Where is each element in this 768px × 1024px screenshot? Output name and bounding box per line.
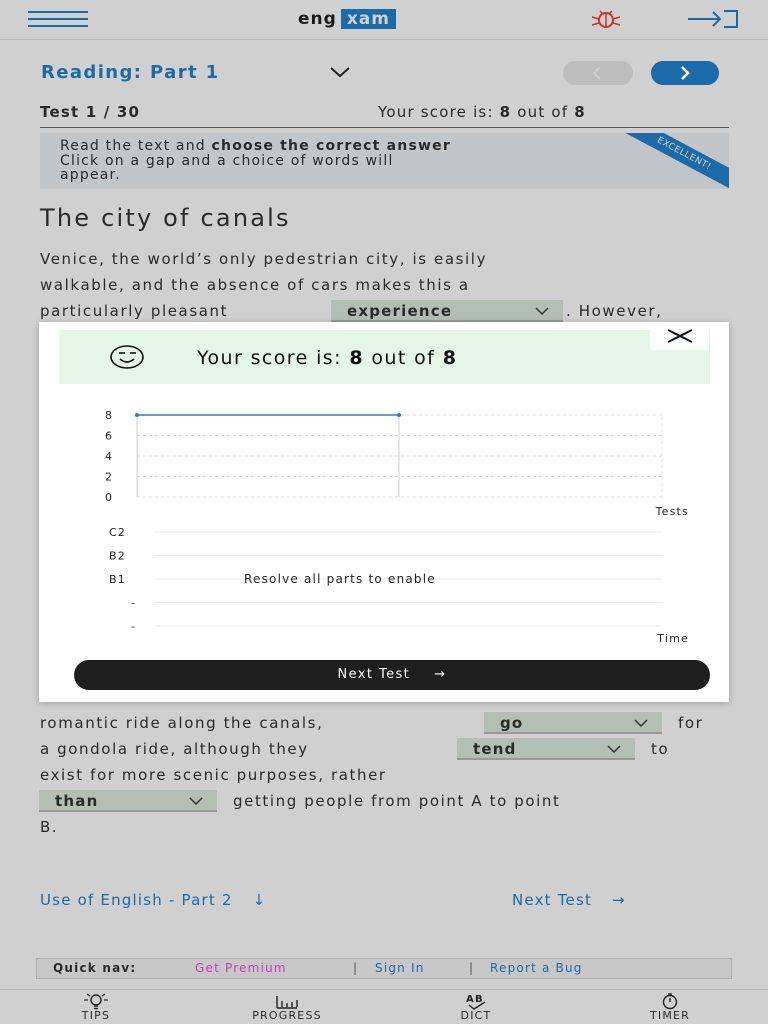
score-prefix: Your score is:: [378, 103, 500, 121]
score-total: 8: [574, 103, 586, 121]
y-tick-label: 4: [105, 450, 114, 463]
next-test-label: Next Test: [337, 667, 411, 682]
passage-line: Venice, the world’s only pedestrian city, is easily: [40, 250, 488, 268]
gap-select[interactable]: [331, 300, 563, 322]
tab-timer[interactable]: [630, 990, 710, 1024]
passage-line: romantic ride along the canals,: [40, 714, 324, 732]
y-tick-label: 2: [105, 470, 114, 484]
passage-line: a gondola ride, although they: [40, 740, 309, 758]
modal-header: [59, 330, 710, 384]
gap-value: go: [500, 714, 524, 732]
chevron-down-icon: [535, 307, 549, 315]
y-tick-label: C2: [109, 526, 127, 539]
divider: [40, 127, 729, 128]
gap-value: than: [55, 792, 99, 810]
score-mid: out of: [511, 103, 575, 121]
tab-label: TIPS: [81, 1009, 111, 1022]
separator: |: [469, 961, 475, 975]
next-test-link[interactable]: [512, 891, 626, 909]
tab-dict[interactable]: [436, 990, 516, 1024]
data-point: [135, 413, 139, 417]
y-tick-label: -: [131, 620, 137, 633]
passage-line: particularly pleasant: [40, 302, 229, 320]
gap-value: experience: [347, 302, 453, 320]
arrow-right-icon: →: [612, 891, 626, 909]
instructions-text: [60, 139, 700, 183]
next-button[interactable]: [651, 61, 719, 85]
modal-score-mid: out of: [363, 347, 443, 369]
lightbulb-icon: [81, 992, 111, 1010]
instructions-box: [40, 133, 729, 189]
instr-line1-bold: choose the correct answer: [211, 138, 451, 154]
gap-select[interactable]: [39, 790, 217, 812]
prev-part-label: Use of English - Part 2: [40, 891, 233, 909]
instr-line3: appear.: [60, 167, 121, 183]
stopwatch-icon: [655, 992, 685, 1010]
tab-tips[interactable]: [56, 990, 136, 1024]
data-point: [397, 413, 401, 417]
report-bug-link[interactable]: Report a Bug: [490, 961, 583, 975]
bottom-tab-bar: [0, 989, 768, 1024]
test-counter: Test 1 / 30: [40, 103, 141, 121]
score-chart: [97, 407, 707, 517]
passage-line: exist for more scenic purposes, rather: [40, 766, 387, 784]
x-axis-label: Time: [657, 632, 689, 645]
passage-line: to: [651, 740, 670, 758]
login-icon[interactable]: [686, 9, 740, 29]
chevron-down-icon: [607, 745, 621, 753]
passage-line: for: [678, 714, 704, 732]
score-summary: [378, 103, 586, 121]
passage-title: The city of canals: [40, 204, 291, 232]
chevron-right-icon: [677, 65, 693, 81]
chevron-down-icon[interactable]: [328, 64, 352, 80]
instr-line2: Click on a gap and a choice of words will: [60, 152, 394, 169]
tab-label: TIMER: [649, 1009, 691, 1022]
bug-icon[interactable]: [588, 9, 624, 29]
sign-in-link[interactable]: Sign In: [375, 961, 425, 975]
logo[interactable]: [298, 9, 396, 29]
tab-label: DICT: [460, 1009, 492, 1022]
next-test-label: Next Test: [512, 891, 593, 909]
y-tick-label: 6: [105, 429, 114, 443]
arrow-right-icon: →: [434, 667, 447, 682]
tab-label: PROGRESS: [252, 1009, 322, 1022]
close-icon: [666, 328, 694, 344]
logo-xam: xam: [341, 9, 396, 29]
modal-score-prefix: Your score is:: [197, 347, 350, 369]
y-tick-label: B2: [109, 549, 126, 563]
chevron-down-icon: [634, 719, 648, 727]
chart-disabled-message: Resolve all parts to enable: [244, 572, 436, 586]
gap-value: tend: [473, 740, 517, 758]
gap-select[interactable]: [484, 712, 662, 734]
y-tick-label: 8: [105, 409, 114, 422]
gap-select[interactable]: [457, 738, 635, 760]
passage-line: getting people from point A to point: [233, 792, 561, 810]
svg-text:AB: AB: [466, 994, 484, 1005]
dictionary-icon: [461, 992, 491, 1010]
tab-progress[interactable]: [222, 990, 352, 1024]
get-premium-link[interactable]: Get Premium: [195, 961, 287, 975]
x-axis-label: Tests: [655, 505, 689, 517]
chevron-down-icon: [189, 797, 203, 805]
bar-chart-icon: [272, 992, 302, 1010]
modal-score: [197, 347, 457, 369]
score-value: 8: [499, 103, 512, 121]
close-button[interactable]: [650, 322, 709, 350]
previous-button[interactable]: [563, 61, 633, 85]
quicknav-label: Quick nav:: [53, 961, 137, 975]
y-tick-label: 0: [105, 491, 114, 504]
modal-score-total: 8: [442, 347, 458, 369]
chevron-left-icon: [589, 65, 605, 81]
page-title[interactable]: Reading: Part 1: [41, 62, 220, 83]
logo-eng: eng: [298, 9, 337, 29]
instr-line1-start: Read the text and: [60, 138, 212, 154]
smiley-icon: [109, 344, 145, 370]
passage-line: walkable, and the absence of cars makes this a: [40, 276, 470, 294]
arrow-down-icon: ↓: [252, 891, 267, 909]
modal-score-value: 8: [349, 347, 364, 369]
prev-part-link[interactable]: [40, 891, 266, 909]
y-tick-label: B1: [109, 573, 126, 586]
passage-line: B.: [40, 818, 59, 836]
top-bar: [0, 0, 768, 40]
y-tick-label: -: [131, 596, 137, 610]
next-test-button[interactable]: [74, 660, 710, 690]
quick-nav: [36, 958, 732, 979]
score-modal: [39, 322, 729, 702]
excellent-ribbon: EXCELLENT!: [614, 133, 729, 189]
separator: |: [353, 961, 359, 975]
hamburger-icon[interactable]: [28, 11, 88, 27]
passage-line: . However,: [566, 302, 663, 320]
